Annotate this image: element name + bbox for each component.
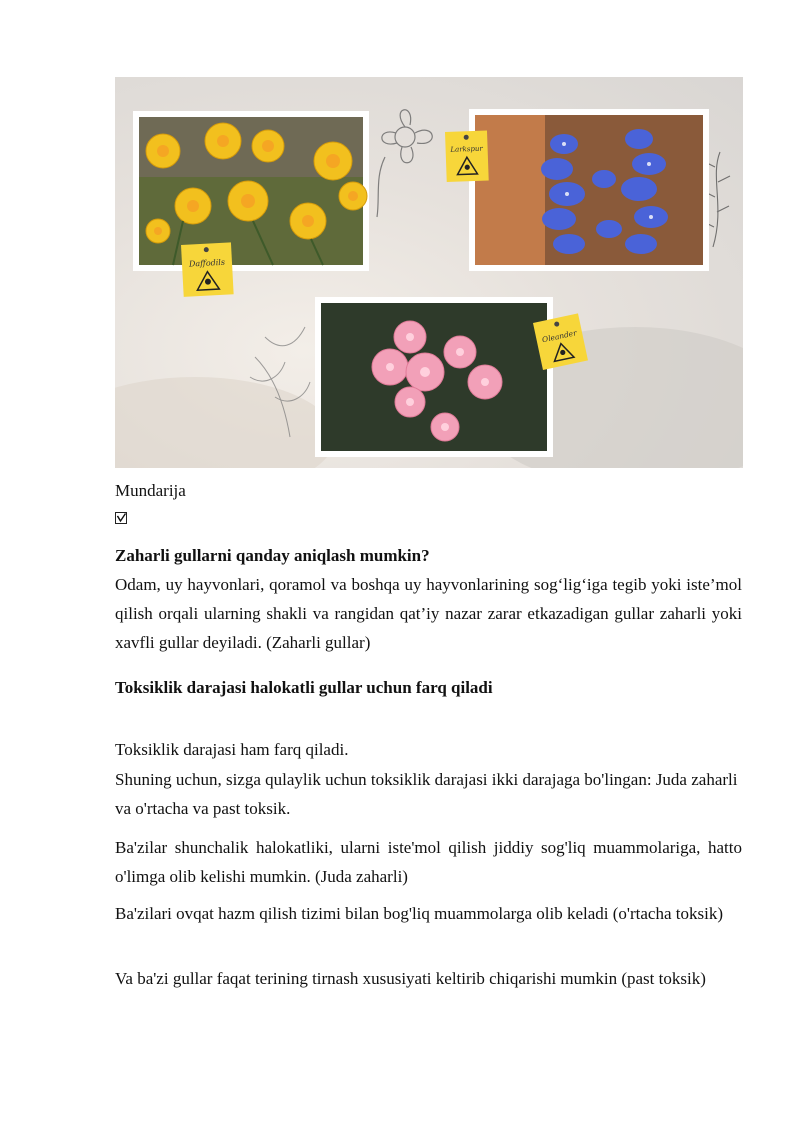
toc-label: Mundarija xyxy=(115,481,186,500)
sketch-flower-top xyxy=(377,110,432,217)
hero-image xyxy=(115,77,743,468)
photo-larkspur xyxy=(469,109,709,271)
flower-collage xyxy=(115,77,743,468)
tag-larkspur xyxy=(445,131,489,182)
paragraph-definition: Odam, uy hayvonlari, qoramol va boshqa uy hayvonlarining sog‘lig‘iga tegib yoki iste’mol qilish orqali ularning shakli va rangidan qat’iy nazar zarar etkazadigan gullar zaharli yoki xavfli gullar deyiladi. (Zaharli gullar) xyxy=(115,575,742,652)
paragraph-levels: Shuning uchun, sizga qulaylik uchun toksiklik darajasi ikki darajaga bo'lingan: Juda zaharli va o'rtacha va past toksik. xyxy=(115,770,738,818)
heading-toxicity: Toksiklik darajasi halokatli gullar uchun farq qiladi xyxy=(115,678,493,697)
tag-oleander xyxy=(533,313,588,370)
paragraph-low-toxic: Va ba'zi gullar faqat terining tirnash xususiyati keltirib chiqarishi mumkin (past toksik) xyxy=(115,969,706,988)
checkbox-icon[interactable] xyxy=(115,512,127,524)
svg-text:Larkspur: Larkspur xyxy=(450,144,483,154)
paragraph-very-toxic: Ba'zilar shunchalik halokatliki, ularni iste'mol qilish jiddiy sog'liq muammolariga, hatto o'limga olib kelishi mumkin. (Juda zaharli) xyxy=(115,838,742,886)
svg-text:Daffodils: Daffodils xyxy=(188,257,226,269)
tag-daffodils xyxy=(181,242,234,297)
photo-daffodils xyxy=(133,111,369,271)
svg-text:Oleander: Oleander xyxy=(541,328,578,345)
photo-oleander xyxy=(315,297,553,457)
paragraph-toxicity-differs: Toksiklik darajasi ham farq qiladi. xyxy=(115,740,349,759)
paragraph-moderate-toxic: Ba'zilari ovqat hazm qilish tizimi bilan bog'liq muammolarga olib keladi (o'rtacha toksik) xyxy=(115,904,723,923)
heading-identify: Zaharli gullarni qanday aniqlash mumkin? xyxy=(115,546,430,565)
